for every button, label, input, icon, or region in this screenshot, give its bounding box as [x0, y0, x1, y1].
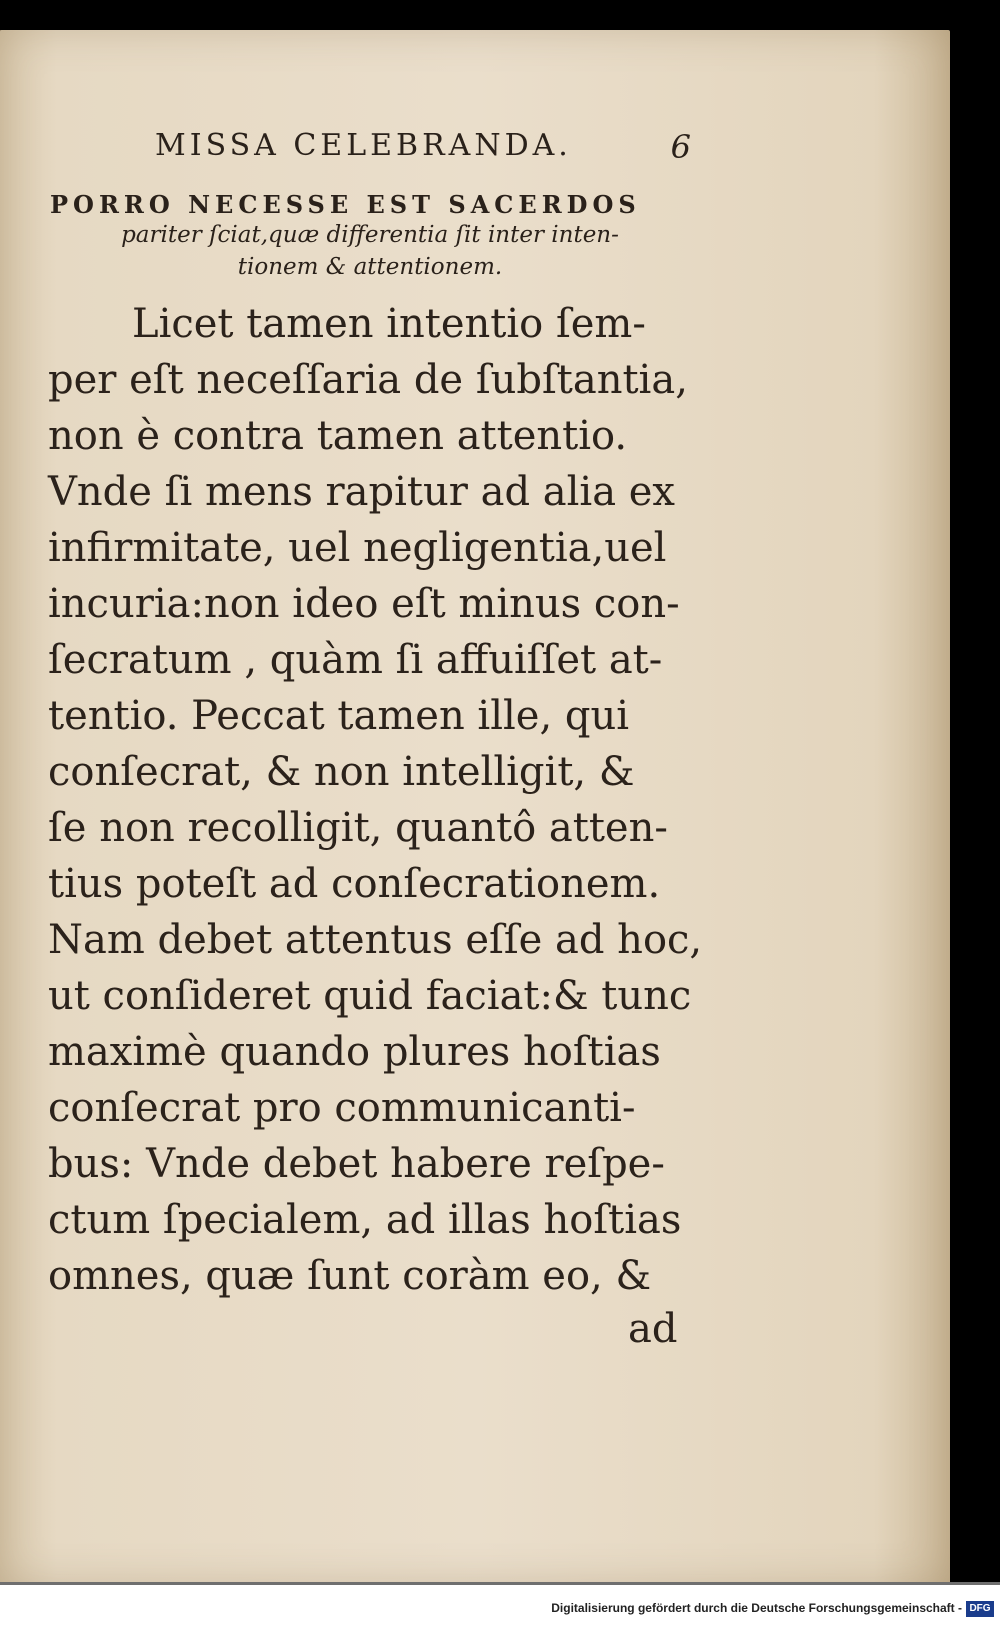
text-line: conſecrat, & non intelligit, &: [48, 749, 635, 795]
page-number: 6: [670, 128, 695, 166]
rubric-line: pariter ſciat,quæ differentia ſit inter inten-: [121, 222, 619, 248]
text-line: ſe non recolligit, quantô atten-: [48, 805, 668, 851]
text-line: omnes, quæ ſunt coràm eo, &: [48, 1253, 652, 1299]
text-line: Vnde ſi mens rapitur ad alia ex: [48, 469, 675, 515]
text-line: tius poteſt ad conſecrationem.: [48, 861, 661, 907]
text-line: Nam debet attentus eſſe ad hoc,: [48, 917, 703, 963]
text-line: non è contra tamen attentio.: [48, 413, 628, 459]
text-line: ut conſideret quid faciat:& tunc: [48, 973, 692, 1019]
rubric-line: PORRO NECESSE EST SACERDOS: [50, 190, 641, 219]
dfg-logo: DFG: [966, 1601, 994, 1617]
running-head: [155, 128, 695, 172]
footer-bar: [0, 1582, 1000, 1625]
text-line: ctum ſpecialem, ad illas hoſtias: [48, 1197, 682, 1243]
text-line: infirmitate, uel negligentia,uel: [48, 525, 667, 571]
text-line: ſecratum , quàm ſi affuiſſet at-: [48, 637, 663, 683]
text-line: incuria:non ideo eſt minus con-: [48, 581, 680, 627]
text-line: tentio. Peccat tamen ille, qui: [48, 693, 630, 739]
funding-credit: Digitalisierung gefördert durch die Deutsche Forschungsgemeinschaft -: [551, 1601, 962, 1615]
text-line: bus: Vnde debet habere reſpe-: [48, 1141, 665, 1187]
text-line: conſecrat pro communicanti-: [48, 1085, 636, 1131]
running-head-title: MISSA CELEBRANDA.: [155, 128, 572, 163]
section-rubric: [50, 190, 690, 283]
text-line: per eſt neceſſaria de ſubſtantia,: [48, 357, 688, 403]
catchword: ad: [628, 1306, 678, 1352]
body-text: [48, 296, 703, 1304]
rubric-line: tionem & attentionem.: [237, 254, 503, 280]
text-line: Licet tamen intentio ſem-: [132, 301, 646, 347]
text-line: maximè quando plures hoſtias: [48, 1029, 661, 1075]
